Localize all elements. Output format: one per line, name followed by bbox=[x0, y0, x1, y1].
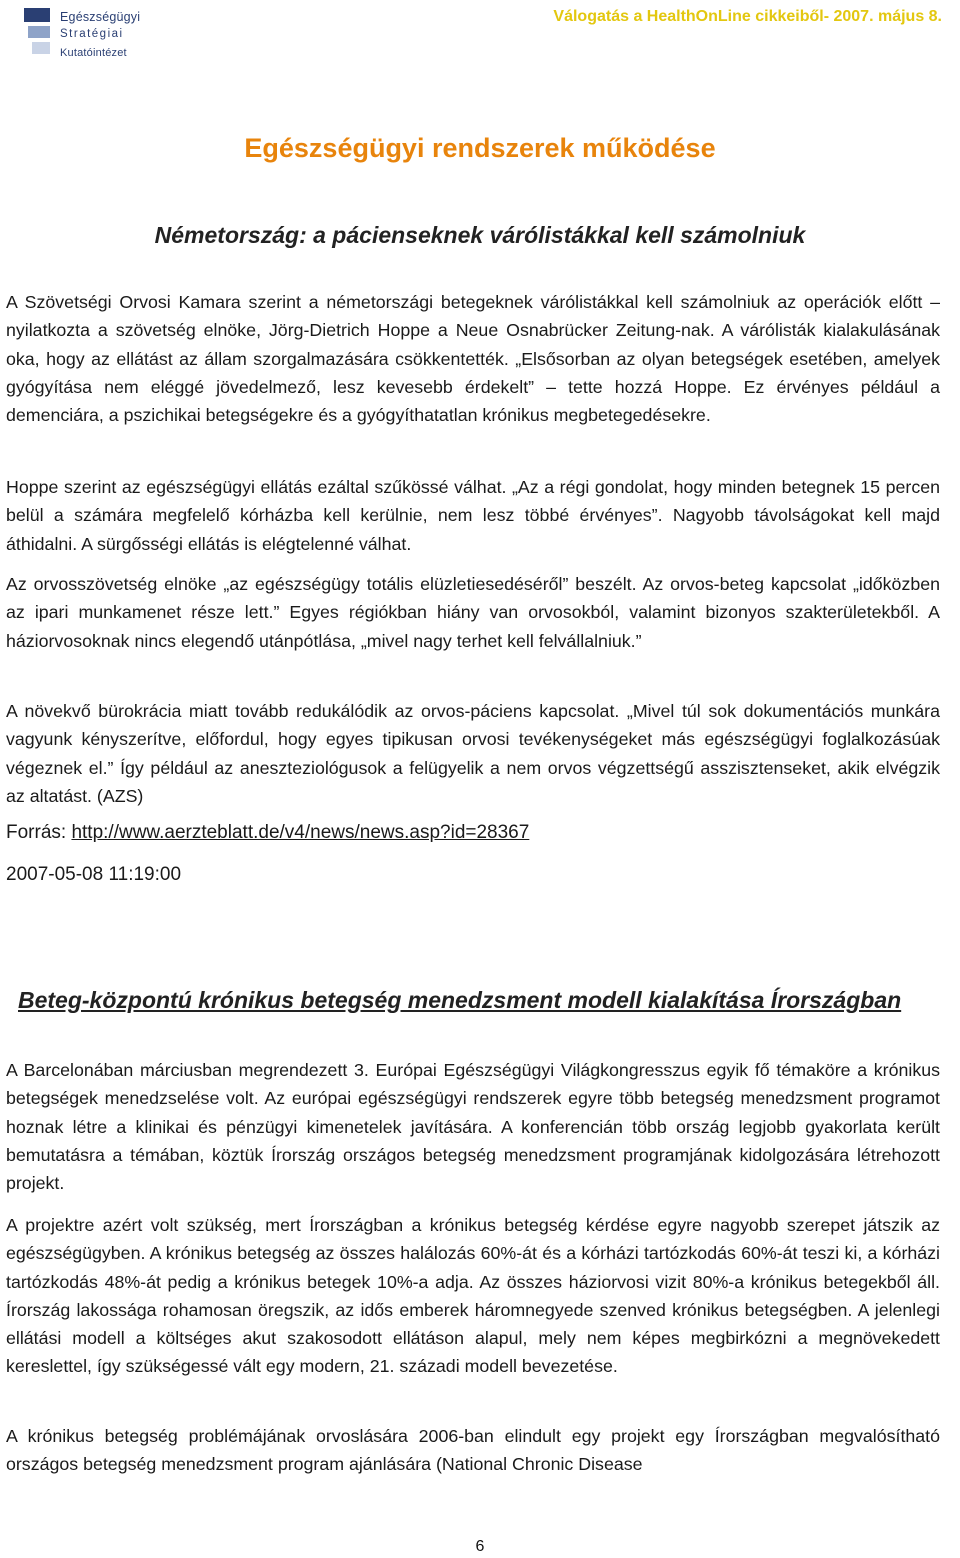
article-1-paragraph: A Szövetségi Orvosi Kamara szerint a németországi betegeknek várólistákkal kell számolniuk az operációk előtt – nyilatkozta a szövetség elnöke, Jörg-Dietrich Hoppe a Neue Osnabrücker Zeitung-nak. A várólisták kialakulásának oka, hogy az ellátást az állam szorgalmazására csökkentették. „Elsősorban az olyan betegségek esetében, amelyek gyógyítása nem eléggé jövedelmező, lesz kevesebb érdekelt” – tette hozzá Hoppe. Ez érvényes például a demenciára, a pszichikai betegségekre és a gyógyíthatatlan krónikus megbetegedésekre. bbox=[6, 292, 940, 426]
article-1-heading: Németország: a pácienseknek várólistákkal kell számolniuk bbox=[154, 222, 806, 248]
article-2-paragraph: A Barcelonában márciusban megrendezett 3. Európai Egészségügyi Világkongresszus egyik fő témaköre a krónikus betegségek menedzselése volt. Az európai egészségügyi rendszerek egyre több betegség menedzsment programot hoznak létre a klinikai és pénzügyi kimenetelek javítására. A konferencián több ország legjobb gyakorlata került bemutatásra a témában, köztük Írország országos betegség menedzsment programjának kidolgozására létrehozott projekt. bbox=[6, 1060, 940, 1194]
institute-logo bbox=[22, 6, 182, 62]
article-1-paragraph: Hoppe szerint az egészségügyi ellátás ezáltal szűkössé válhat. „Az a régi gondolat, hogy minden betegnek 15 percen belül a számára megfelelő kórházba kell kerülnie, nem lesz többé érvényes”. Nagyobb távolságokat kell majd áthidalni. A sürgősségi ellátás is elégtelenné válhat. bbox=[6, 477, 940, 554]
logo-mark-icon bbox=[22, 6, 56, 58]
article-1-paragraph: A növekvő bürokrácia miatt tovább redukálódik az orvos-páciens kapcsolat. „Mivel túl sok dokumentációs munkára vagyunk kényszerítve, előfordul, hogy egyes tipikusan orvosi tevékenységeket más egészségügyi foglalkozásúak végeznek el.” Így például az aneszteziológusok a felügyelik a nem orvos végzettségű asszisztenseket, akik elvégzik az altatást. (AZS) bbox=[6, 701, 940, 806]
source-line bbox=[6, 822, 529, 844]
logo-text-line-2: Stratégiai bbox=[60, 28, 124, 40]
section-title: Egészségügyi rendszerek működése bbox=[244, 133, 716, 163]
logo-text-line-3: Kutatóintézet bbox=[60, 47, 127, 59]
page-number: 6 bbox=[475, 1538, 485, 1555]
header-banner: Válogatás a HealthOnLine cikkeiből- 2007. május 8. bbox=[553, 8, 942, 25]
article-2-paragraph: A projektre azért volt szükség, mert Írországban a krónikus betegség kérdése egyre nagyobb szerepet játszik az egészségügyben. A krónikus betegség az összes halálozás 60%-át és a kórházi tartózkodás 60%-át teszi ki, a kórházi tartózkodás 48%-át pedig a krónikus betegek 10%-a adja. Az összes háziorvosi vizit 80%-a krónikus betegekből áll. Írország lakossága rohamosan öregszik, az idős emberek háromnegyede szenved krónikus betegségben. A jelenlegi ellátási modell a költséges akut szakosodott ellátáson alapul, mely nem képes megbirkózni a megnövekedett kereslettel, így szükségessé vált egy modern, 21. századi modell bevezetése. bbox=[6, 1215, 940, 1377]
article-2-heading: Beteg-központú krónikus betegség menedzsment modell kialakítása Írországban bbox=[18, 987, 902, 1013]
article-timestamp: 2007-05-08 11:19:00 bbox=[6, 864, 182, 885]
logo-text-line-1: Egészségügyi bbox=[60, 10, 141, 24]
source-link[interactable]: http://www.aerzteblatt.de/v4/news/news.asp?id=28367 bbox=[71, 822, 530, 843]
article-2-paragraph: A krónikus betegség problémájának orvoslására 2006-ban elindult egy projekt egy Írországban megvalósítható országos betegség menedzsment program ajánlására (National Chronic Disease bbox=[6, 1426, 940, 1475]
source-label: Forrás: bbox=[6, 822, 72, 843]
article-1-paragraph: Az orvosszövetség elnöke „az egészségügy totális elüzletiesedéséről” beszélt. Az orvos-beteg kapcsolat „időközben az ipari munkamenet része lett.” Egyes régiókban hiány van orvosokból, valamint bizonyos szakterületekből. A háziorvosoknak nincs elegendő utánpótlása, „mivel nagy terhet kell felvállalniuk.” bbox=[6, 574, 940, 651]
